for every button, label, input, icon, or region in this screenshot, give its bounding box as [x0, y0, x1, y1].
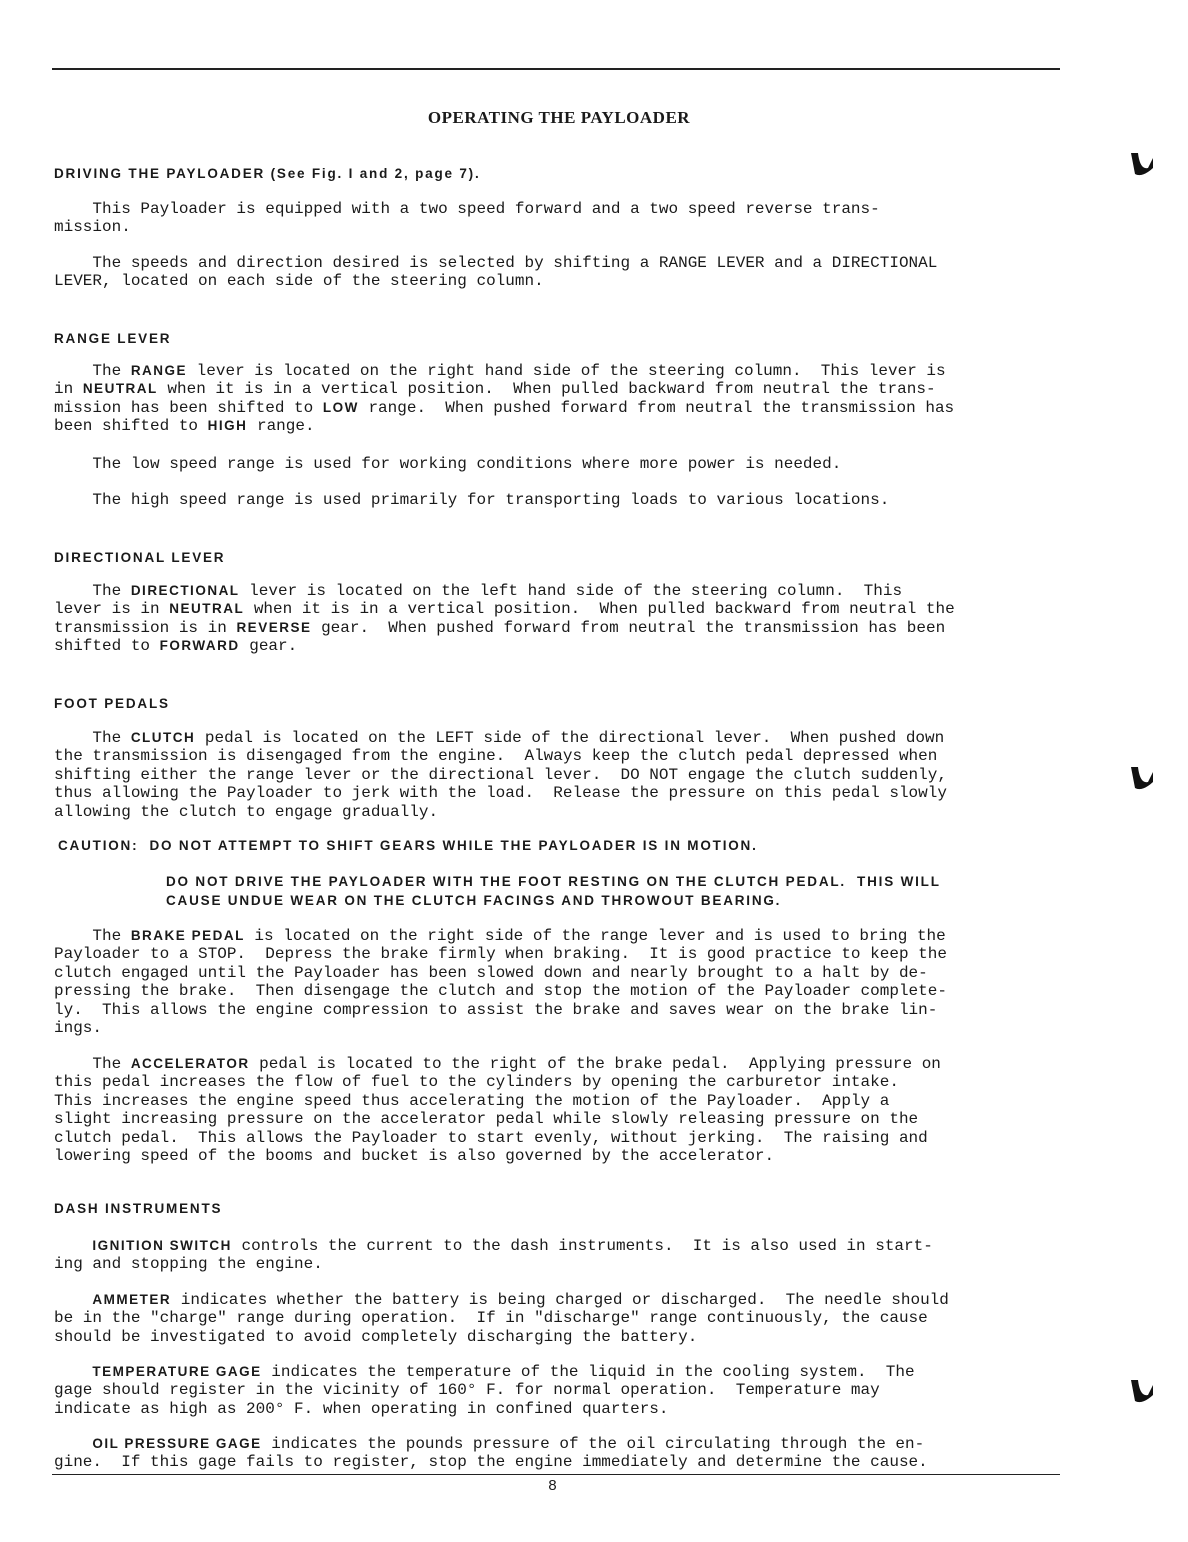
caution-note: DO NOT DRIVE THE PAYLOADER WITH THE FOOT RESTING ON THE CLUTCH PEDAL. THIS WILL CAUSE UNDUE WEAR ON THE CLUTCH FACINGS AND THROWOUT BEARING.	[166, 874, 941, 908]
brake-pedal-paragraph: The BRAKE PEDAL is located on the right side of the range lever and is used to bring the Payloader to a STOP. Depress the brake firmly when braking. It is good practice to keep the clutch engaged until the Payloader has been slowed down and nearly brought to a halt by de- pressing the brake. Then disengage the clutch and stop the motion of the Payloader complete- ly. This allows the engine compression to assist the brake and saves wear on the brake lin- ings.	[54, 927, 947, 1038]
page-title: OPERATING THE PAYLOADER	[427, 108, 691, 127]
oil-pressure-gage-paragraph: OIL PRESSURE GAGE indicates the pounds pressure of the oil circulating through the en- gine. If this gage fails to register, stop the engine immediately and determine the cause.	[54, 1435, 928, 1472]
binder-hole-icon	[1126, 1375, 1158, 1407]
binder-hole-icon	[1126, 148, 1158, 180]
caution-line: CAUTION: DO NOT ATTEMPT TO SHIFT GEARS WHILE THE PAYLOADER IS IN MOTION.	[58, 838, 758, 853]
directional-lever-heading: DIRECTIONAL LEVER	[54, 550, 226, 565]
binder-hole-icon	[1126, 762, 1158, 794]
clutch-paragraph: The CLUTCH pedal is located on the LEFT side of the directional lever. When pushed down the transmission is disengaged from the engine. Always keep the clutch pedal depressed when shifting either the range lever or the directional lever. DO NOT engage the clutch suddenly, thus allowing the Payloader to jerk with the load. Release the pressure on this pedal slowly allowing the clutch to engage gradually.	[54, 729, 947, 821]
page-number: 8	[548, 1478, 558, 1495]
dash-instruments-heading: DASH INSTRUMENTS	[54, 1201, 223, 1216]
range-lever-paragraph: The RANGE lever is located on the right hand side of the steering column. This lever is in NEUTRAL when it is in a vertical position. When pulled backward from neutral the trans- mission has been shifted to LOW range. When pushed forward from neutral the transmission has been shifted to HIGH range.	[54, 362, 955, 436]
temperature-gage-paragraph: TEMPERATURE GAGE indicates the temperature of the liquid in the cooling system. The gage should register in the vicinity of 160° F. for normal operation. Temperature may indicate as high as 200° F. when operating in confined quarters.	[54, 1363, 915, 1418]
accelerator-paragraph: The ACCELERATOR pedal is located to the right of the brake pedal. Applying pressure on this pedal increases the flow of fuel to the cylinders by opening the carburetor intake. This increases the engine speed thus accelerating the motion of the Payloader. Apply a slight increasing pressure on the accelerator pedal while slowly releasing pressure on the clutch pedal. This allows the Payloader to start evenly, without jerking. The raising and lowering speed of the booms and bucket is also governed by the accelerator.	[54, 1055, 941, 1166]
high-speed-paragraph: The high speed range is used primarily for transporting loads to various locations.	[54, 491, 890, 509]
range-lever-heading: RANGE LEVER	[54, 331, 172, 346]
driving-paragraph-1: This Payloader is equipped with a two speed forward and a two speed reverse trans- mission.	[54, 200, 880, 237]
low-speed-paragraph: The low speed range is used for working conditions where more power is needed.	[54, 455, 842, 473]
driving-paragraph-2: The speeds and direction desired is selected by shifting a RANGE LEVER and a DIRECTIONAL LEVER, located on each side of the steering column.	[54, 254, 938, 291]
ignition-switch-paragraph: IGNITION SWITCH controls the current to the dash instruments. It is also used in start- ing and stopping the engine.	[54, 1237, 933, 1274]
directional-lever-paragraph: The DIRECTIONAL lever is located on the left hand side of the steering column. This lever is in NEUTRAL when it is in a vertical position. When pulled backward from neutral the transmission is in REVERSE gear. When pushed forward from neutral the transmission has been shifted to FORWARD gear.	[54, 582, 955, 656]
bottom-rule	[52, 1474, 1060, 1475]
top-rule	[52, 68, 1060, 70]
driving-heading: DRIVING THE PAYLOADER (See Fig. I and 2, page 7).	[54, 166, 481, 181]
ammeter-paragraph: AMMETER indicates whether the battery is being charged or discharged. The needle should be in the "charge" range during operation. If in "discharge" range continuously, the cause should be investigated to avoid completely discharging the battery.	[54, 1291, 949, 1346]
foot-pedals-heading: FOOT PEDALS	[54, 696, 170, 711]
